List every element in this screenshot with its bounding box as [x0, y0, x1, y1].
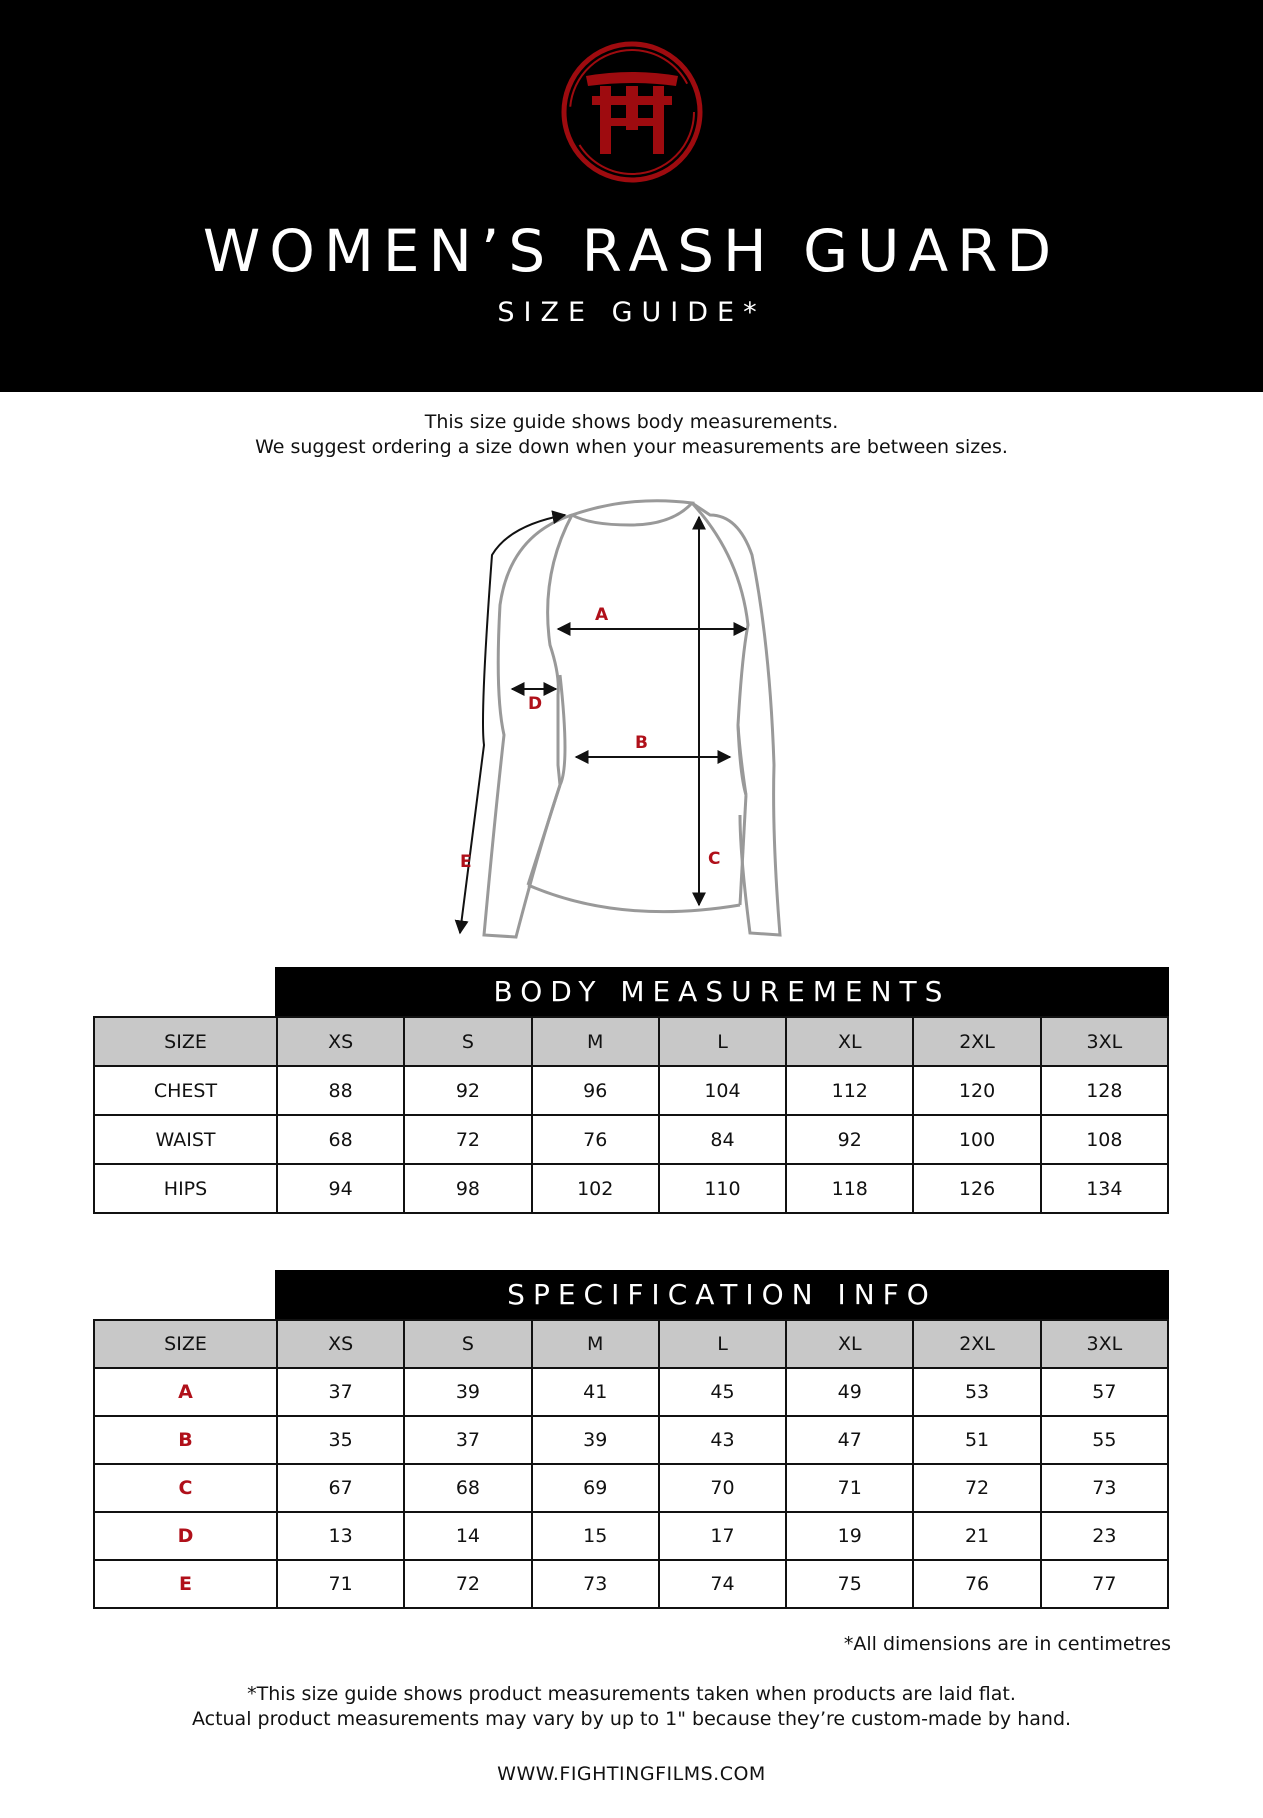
row-label-cell: E	[94, 1560, 277, 1608]
value-cell: 45	[659, 1368, 786, 1416]
table-row	[94, 1368, 1168, 1416]
shirt-outline	[484, 501, 780, 937]
header-banner	[0, 0, 1263, 392]
row-label-cell: CHEST	[94, 1066, 277, 1115]
value-cell: 14	[404, 1512, 531, 1560]
row-label-cell: C	[94, 1464, 277, 1512]
value-cell: 100	[913, 1115, 1040, 1164]
size-column-header: S	[404, 1320, 531, 1368]
label-b: B	[635, 733, 648, 753]
size-column-header: M	[532, 1017, 659, 1066]
value-cell: 37	[277, 1368, 404, 1416]
table-row	[94, 1066, 1168, 1115]
value-cell: 47	[786, 1416, 913, 1464]
value-cell: 39	[404, 1368, 531, 1416]
value-cell: 71	[277, 1560, 404, 1608]
value-cell: 134	[1041, 1164, 1168, 1213]
value-cell: 35	[277, 1416, 404, 1464]
table-row	[94, 1164, 1168, 1213]
value-cell: 120	[913, 1066, 1040, 1115]
value-cell: 96	[532, 1066, 659, 1115]
body-measurements-banner: BODY MEASUREMENTS	[275, 967, 1169, 1016]
row-label-cell: B	[94, 1416, 277, 1464]
footnote	[0, 1682, 1263, 1732]
value-cell: 94	[277, 1164, 404, 1213]
intro-text	[0, 410, 1263, 460]
units-note: *All dimensions are in centimetres	[843, 1633, 1171, 1655]
size-column-header: XL	[786, 1320, 913, 1368]
row-label-cell: WAIST	[94, 1115, 277, 1164]
value-cell: 49	[786, 1368, 913, 1416]
label-c: C	[708, 849, 721, 869]
size-column-header: L	[659, 1320, 786, 1368]
value-cell: 43	[659, 1416, 786, 1464]
table-row	[94, 1560, 1168, 1608]
size-column-header: 2XL	[913, 1017, 1040, 1066]
value-cell: 72	[404, 1115, 531, 1164]
value-cell: 55	[1041, 1416, 1168, 1464]
footnote-line-2: Actual product measurements may vary by up to 1" because they’re custom-made by hand.	[191, 1708, 1072, 1730]
table-header-row	[94, 1320, 1168, 1368]
value-cell: 104	[659, 1066, 786, 1115]
value-cell: 88	[277, 1066, 404, 1115]
rash-guard-diagram	[440, 495, 820, 945]
value-cell: 19	[786, 1512, 913, 1560]
value-cell: 37	[404, 1416, 531, 1464]
value-cell: 69	[532, 1464, 659, 1512]
page-subtitle: SIZE GUIDE*	[497, 297, 766, 328]
value-cell: 98	[404, 1164, 531, 1213]
size-column-header: XL	[786, 1017, 913, 1066]
table-row	[94, 1416, 1168, 1464]
size-column-header: 3XL	[1041, 1017, 1168, 1066]
size-column-header: XS	[277, 1017, 404, 1066]
table-row	[94, 1512, 1168, 1560]
value-cell: 21	[913, 1512, 1040, 1560]
value-cell: 76	[532, 1115, 659, 1164]
website-url: WWW.FIGHTINGFILMS.COM	[497, 1763, 766, 1785]
value-cell: 112	[786, 1066, 913, 1115]
value-cell: 71	[786, 1464, 913, 1512]
value-cell: 53	[913, 1368, 1040, 1416]
torii-gate-logo-icon	[558, 38, 706, 186]
value-cell: 84	[659, 1115, 786, 1164]
value-cell: 102	[532, 1164, 659, 1213]
value-cell: 128	[1041, 1066, 1168, 1115]
value-cell: 17	[659, 1512, 786, 1560]
size-column-header: M	[532, 1320, 659, 1368]
value-cell: 68	[404, 1464, 531, 1512]
body-measurements-table	[93, 1016, 1169, 1214]
size-column-header: S	[404, 1017, 531, 1066]
label-e: E	[460, 852, 472, 872]
value-cell: 39	[532, 1416, 659, 1464]
value-cell: 110	[659, 1164, 786, 1213]
value-cell: 108	[1041, 1115, 1168, 1164]
value-cell: 92	[404, 1066, 531, 1115]
value-cell: 75	[786, 1560, 913, 1608]
value-cell: 73	[1041, 1464, 1168, 1512]
value-cell: 92	[786, 1115, 913, 1164]
size-header-cell: SIZE	[94, 1320, 277, 1368]
size-header-cell: SIZE	[94, 1017, 277, 1066]
value-cell: 72	[404, 1560, 531, 1608]
value-cell: 74	[659, 1560, 786, 1608]
value-cell: 72	[913, 1464, 1040, 1512]
intro-line-1: This size guide shows body measurements.	[424, 411, 839, 433]
specification-info-banner: SPECIFICATION INFO	[275, 1270, 1169, 1319]
value-cell: 73	[532, 1560, 659, 1608]
size-column-header: 2XL	[913, 1320, 1040, 1368]
row-label-cell: D	[94, 1512, 277, 1560]
table-row	[94, 1464, 1168, 1512]
value-cell: 67	[277, 1464, 404, 1512]
intro-line-2: We suggest ordering a size down when your measurements are between sizes.	[255, 436, 1008, 458]
value-cell: 76	[913, 1560, 1040, 1608]
value-cell: 15	[532, 1512, 659, 1560]
specification-info-table	[93, 1319, 1169, 1609]
value-cell: 126	[913, 1164, 1040, 1213]
table-row	[94, 1115, 1168, 1164]
value-cell: 51	[913, 1416, 1040, 1464]
value-cell: 77	[1041, 1560, 1168, 1608]
table-header-row	[94, 1017, 1168, 1066]
row-label-cell: HIPS	[94, 1164, 277, 1213]
row-label-cell: A	[94, 1368, 277, 1416]
size-column-header: XS	[277, 1320, 404, 1368]
value-cell: 118	[786, 1164, 913, 1213]
value-cell: 23	[1041, 1512, 1168, 1560]
label-a: A	[595, 605, 609, 625]
footnote-line-1: *This size guide shows product measurements taken when products are laid flat.	[247, 1683, 1016, 1705]
value-cell: 57	[1041, 1368, 1168, 1416]
value-cell: 70	[659, 1464, 786, 1512]
label-d: D	[528, 694, 543, 714]
size-column-header: L	[659, 1017, 786, 1066]
value-cell: 13	[277, 1512, 404, 1560]
page-title: WOMEN’S RASH GUARD	[202, 217, 1061, 285]
value-cell: 41	[532, 1368, 659, 1416]
size-column-header: 3XL	[1041, 1320, 1168, 1368]
value-cell: 68	[277, 1115, 404, 1164]
